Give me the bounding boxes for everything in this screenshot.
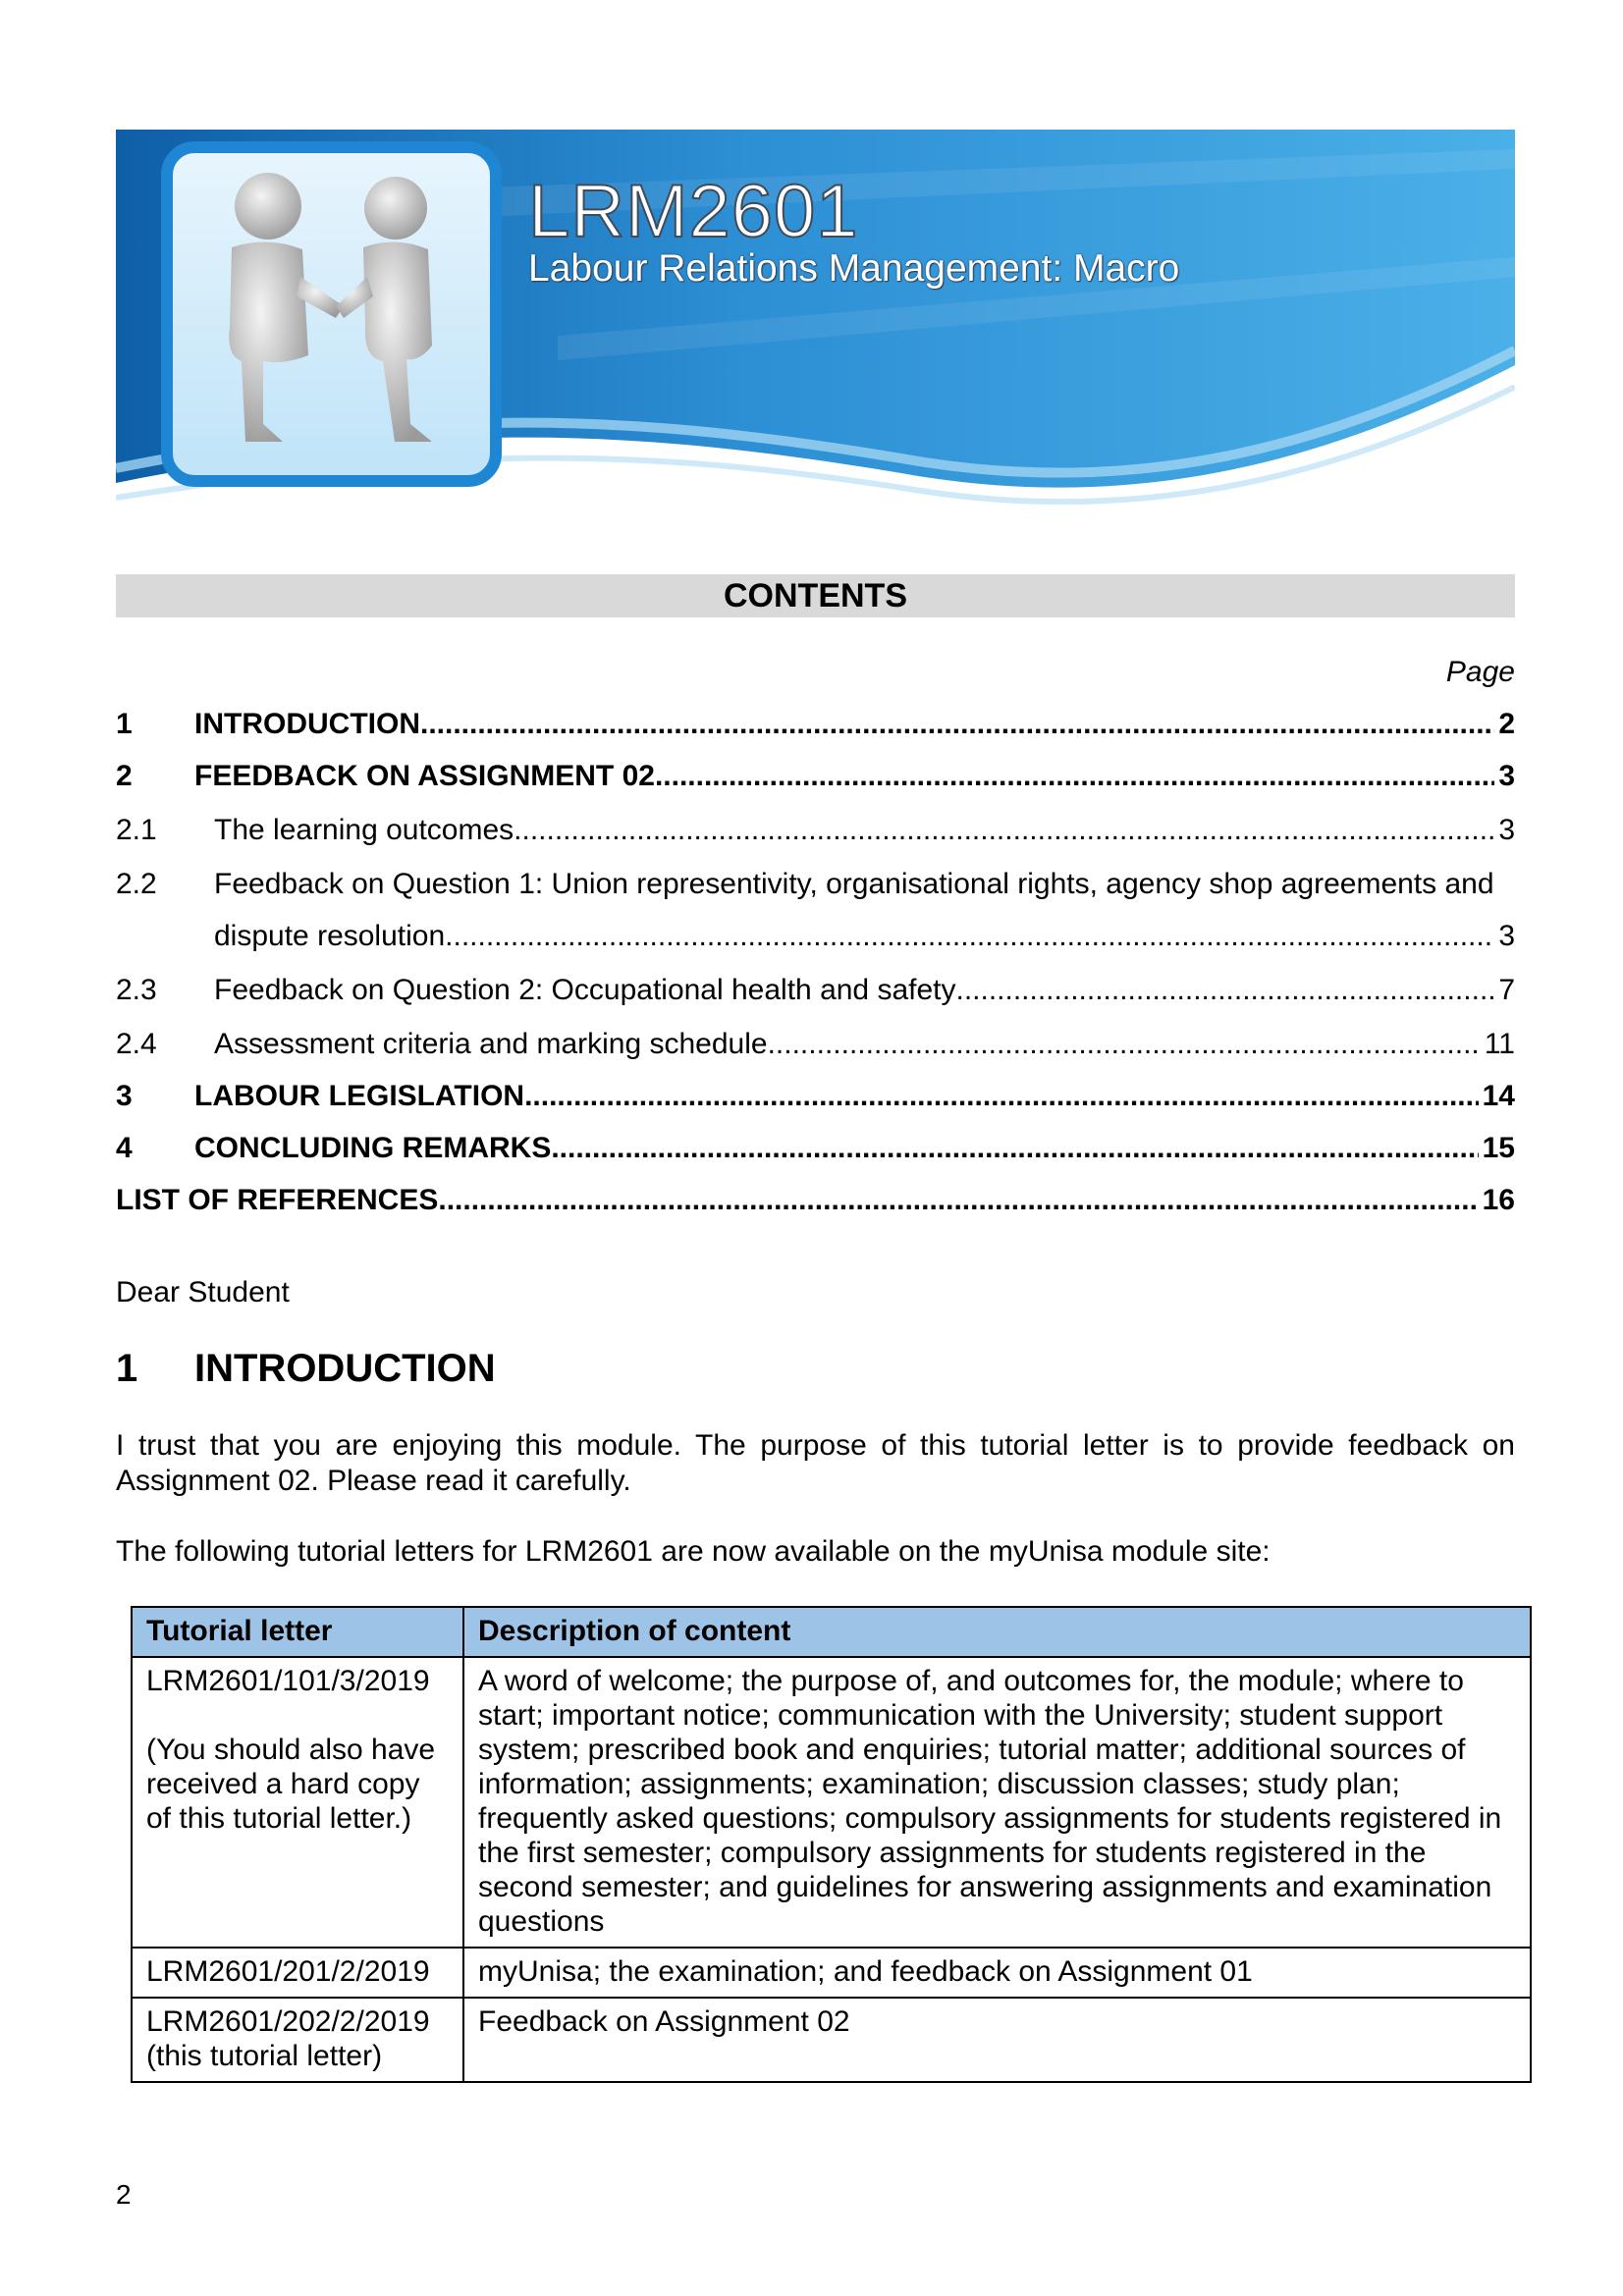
- toc-entry-page: 14: [1482, 1080, 1515, 1112]
- page-number: 2: [116, 2179, 132, 2210]
- table-cell-description: myUnisa; the examination; and feedback on Assignment 01: [463, 1948, 1531, 1998]
- table-header-cell: Tutorial letter: [132, 1607, 463, 1657]
- toc-entry-number: 3: [116, 1080, 133, 1112]
- toc-entry[interactable]: [116, 811, 1515, 850]
- contents-heading: CONTENTS: [116, 574, 1515, 617]
- table-cell-letter: [132, 1948, 463, 1998]
- table-row: [132, 1998, 1531, 2082]
- intro-paragraph: I trust that you are enjoying this module. The purpose of this tutorial letter is to provide feedback on Assignment 02. Please read it carefully.: [116, 1429, 1515, 1497]
- table-row: [132, 1948, 1531, 1998]
- toc-entry-number: 2.2: [116, 868, 157, 900]
- table-row: [132, 1657, 1531, 1948]
- toc-entry[interactable]: [116, 1025, 1515, 1064]
- toc-entry-page: 3: [1498, 814, 1515, 846]
- letter-code: LRM2601/202/2/2019: [146, 2005, 430, 2038]
- toc-entry-title: LIST OF REFERENCES: [116, 1184, 439, 1216]
- section-title: INTRODUCTION: [194, 1347, 496, 1390]
- toc-entry-title: CONCLUDING REMARKS: [194, 1132, 552, 1164]
- table-header-row: [132, 1607, 1531, 1657]
- table-cell-letter: [132, 1998, 463, 2082]
- table-cell-description: A word of welcome; the purpose of, and outcomes for, the module; where to start; important notice; communication with the University; student support system; prescribed book and enquiries; tutorial matter; additional sources of information; assignments; examination; discussion classes; study plan; frequently asked questions; compulsory assignments for students registered in the first semester; compulsory assignments for students registered in the second semester; and guidelines for answering assignments and examination questions: [463, 1657, 1531, 1948]
- toc-entry-number: 4: [116, 1132, 133, 1164]
- toc-entry-title: FEEDBACK ON ASSIGNMENT 02: [194, 760, 655, 792]
- section-heading: [116, 1347, 496, 1391]
- toc-entry-number: 2.4: [116, 1028, 157, 1060]
- toc-entry[interactable]: [116, 705, 1515, 744]
- module-banner: [116, 130, 1515, 549]
- toc-entry-page: 16: [1482, 1184, 1515, 1216]
- toc-entry-number: 2.1: [116, 814, 157, 846]
- toc-entry-title: Feedback on Question 2: Occupational health and safety: [214, 974, 956, 1006]
- letter-code: LRM2601/201/2/2019: [146, 1955, 430, 1988]
- letter-code: LRM2601/101/3/2019: [146, 1665, 430, 1697]
- toc-entry-number: 1: [116, 708, 133, 740]
- toc-entry-page: 2: [1498, 708, 1515, 740]
- toc-entry-number: 2: [116, 760, 133, 792]
- toc-entry-title: Assessment criteria and marking schedule: [214, 1028, 768, 1060]
- toc-entry-number: 2.3: [116, 974, 157, 1006]
- table-cell-description: Feedback on Assignment 02: [463, 1998, 1531, 2082]
- toc-page-label: Page: [1445, 656, 1515, 688]
- greeting: Dear Student: [116, 1276, 290, 1308]
- module-title: Labour Relations Management: Macro: [528, 247, 1180, 290]
- section-number: 1: [116, 1347, 138, 1390]
- toc-entry-title: dispute resolution: [214, 920, 446, 952]
- toc-entry[interactable]: [116, 1129, 1515, 1168]
- table-cell-letter: [132, 1657, 463, 1948]
- toc-entry-page: 3: [1498, 920, 1515, 952]
- toc-entry-page: 15: [1482, 1132, 1515, 1164]
- toc-entry[interactable]: [116, 1077, 1515, 1116]
- toc-entry[interactable]: [116, 917, 1515, 956]
- table-header-cell: Description of content: [463, 1607, 1531, 1657]
- toc-entry-title: LABOUR LEGISLATION: [194, 1080, 525, 1112]
- toc-entry[interactable]: [116, 1181, 1515, 1220]
- letter-note: (this tutorial letter): [146, 2040, 383, 2072]
- toc-entry-title-line1[interactable]: Feedback on Question 1: Union representivity, organisational rights, agency shop agreements and: [214, 868, 1494, 900]
- letter-note: (You should also have received a hard copy of this tutorial letter.): [146, 1734, 436, 1835]
- tutorial-letters-table: [131, 1606, 1532, 2083]
- toc-entry-page: 7: [1498, 974, 1515, 1006]
- module-code: LRM2601: [528, 170, 859, 253]
- toc-entry-page: 3: [1498, 760, 1515, 792]
- toc-entry[interactable]: [116, 757, 1515, 796]
- toc-entry-page: 11: [1484, 1028, 1515, 1060]
- availability-paragraph: The following tutorial letters for LRM2601 are now available on the myUnisa module site:: [116, 1535, 1271, 1568]
- toc-entry-title: The learning outcomes: [214, 814, 514, 846]
- toc-entry-title: INTRODUCTION: [194, 708, 420, 740]
- toc-entry[interactable]: [116, 971, 1515, 1010]
